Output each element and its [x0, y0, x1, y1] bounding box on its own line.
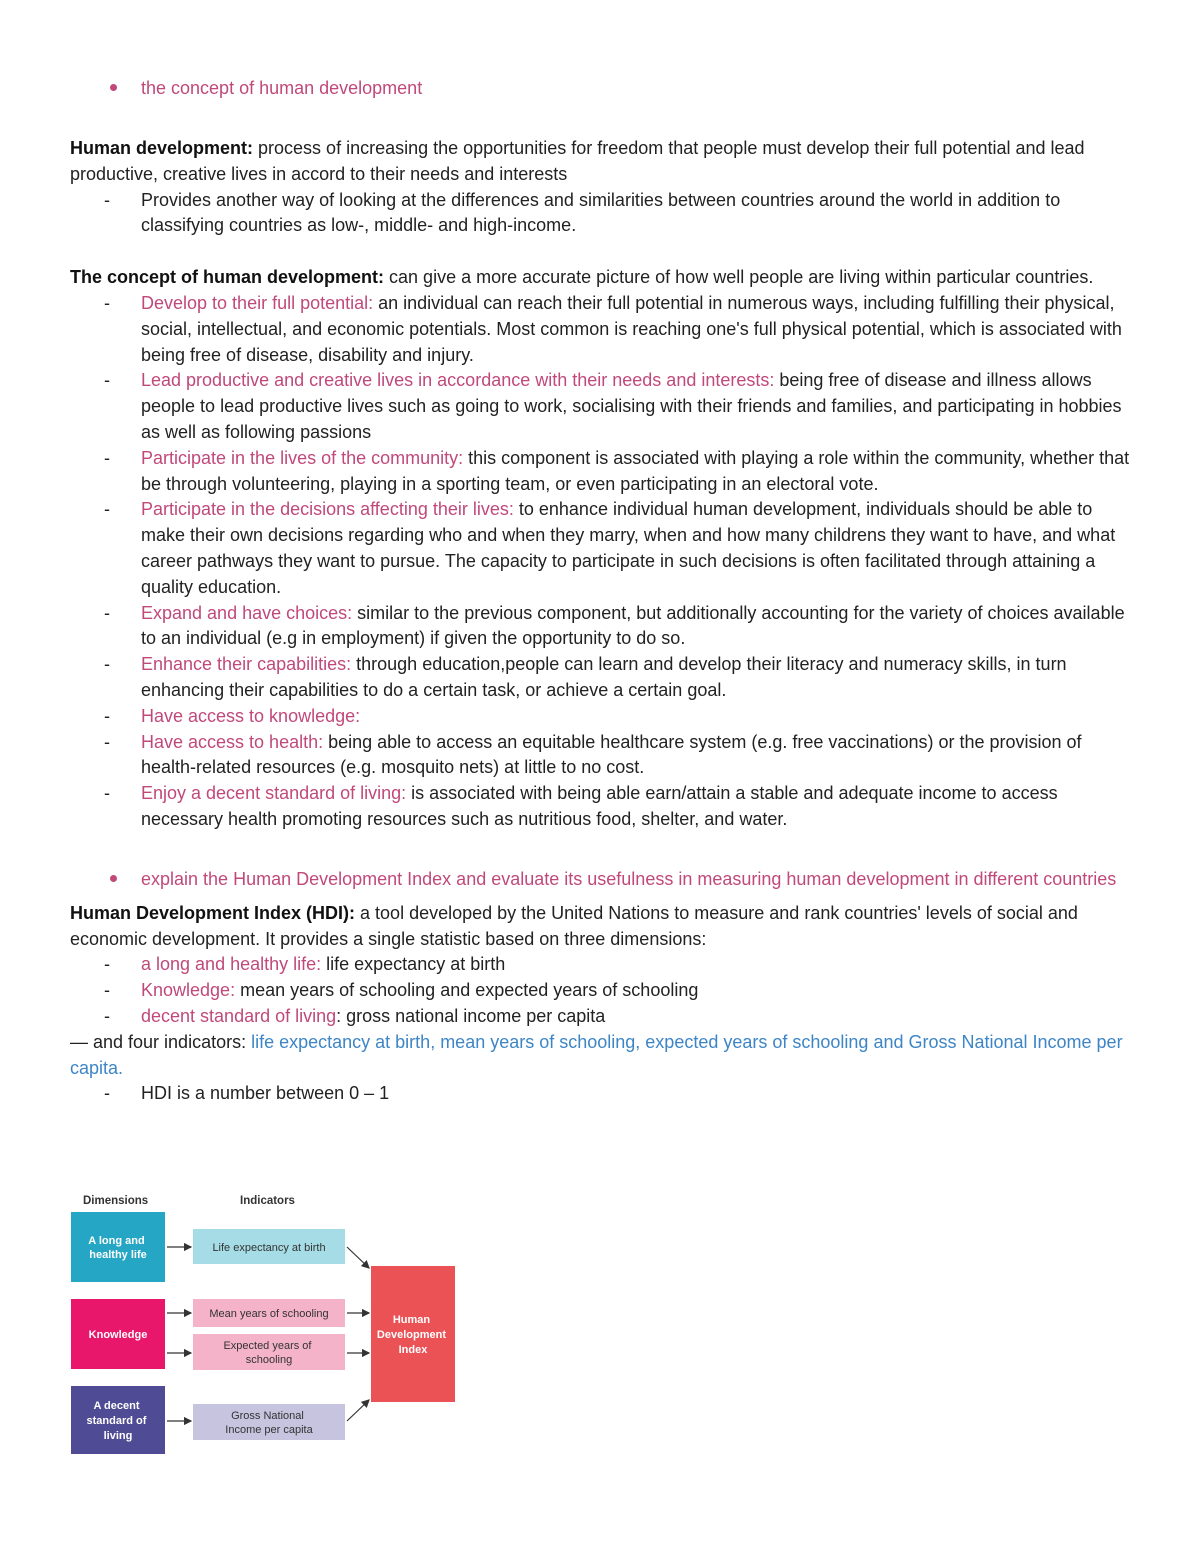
- dimension-label-living: A decent standard of living: [86, 1400, 147, 1442]
- term-concept: The concept of human development:: [70, 267, 385, 288]
- indicator-label-expected-schooling: Expected years of schooling: [223, 1340, 312, 1366]
- definition-text: process of increasing the opportunities for freedom that people must develop their full potential and lead productive, creative lives in accord to their needs and interests: [70, 138, 1085, 184]
- indicator-label-mean-schooling: Mean years of schooling: [209, 1308, 329, 1320]
- concept-definition: [70, 265, 1135, 291]
- arrow-life-expectancy-to-index: [347, 1247, 369, 1268]
- component-label: Have access to knowledge:: [141, 705, 361, 726]
- hdi-result-label: Human Development Index: [376, 1314, 447, 1356]
- list-item: - Enhance their capabilities: through education,people can learn and develop their literacy and numeracy skills, in turn enhancing their capabilities to do a certain task, or achieve a certain goal.: [104, 654, 1067, 700]
- section-bullet-hdi: [70, 865, 1135, 893]
- bullet-dot-icon: [110, 875, 117, 882]
- list-item: - Provides another way of looking at the differences and similarities between countries around the world in addition to classifying countries as low-, middle- and high-income.: [104, 189, 1061, 236]
- definition-text: can give a more accurate picture of how well people are living within particular countries.: [384, 267, 1094, 288]
- bullet-text: the concept of human development: [141, 78, 423, 98]
- bullet-text: explain the Human Development Index and evaluate its usefulness in measuring human development in different countries: [141, 868, 1117, 889]
- list-item: - Have access to knowledge:: [104, 705, 361, 726]
- component-label: Expand and have choices:: [141, 602, 353, 623]
- indicator-label-life-expectancy: Life expectancy at birth: [212, 1242, 326, 1254]
- dimension-label: Knowledge:: [141, 980, 236, 1001]
- term-hdi: Human Development Index (HDI):: [70, 902, 356, 923]
- arrow-gni-to-index: [347, 1400, 369, 1421]
- component-label: Have access to health:: [141, 731, 324, 752]
- list-item: - a long and healthy life: life expectancy at birth: [104, 954, 506, 975]
- component-label: Enhance their capabilities:: [141, 654, 352, 675]
- dimension-label: decent standard of living: [141, 1005, 337, 1026]
- list-item: - Participate in the decisions affecting their lives: to enhance individual human development, individuals should be able to make their own decisions regarding who and when they marry, when and how many childrens they want to have, and what career pathways they want to pursue. The capacity to participate in such decisions is often facilitated through attaining a quality education.: [104, 499, 1116, 597]
- list-item: - Expand and have choices: similar to the previous component, but additionally accounting for the variety of choices available to an individual (e.g in employment) if given the opportunity to do so.: [104, 602, 1125, 649]
- term-human-development: Human development:: [70, 138, 254, 158]
- hdi-diagram: [70, 1188, 460, 1458]
- human-development-definition: [70, 136, 1135, 188]
- document-page: [70, 74, 1135, 1107]
- component-label: Lead productive and creative lives in accordance with their needs and interests:: [141, 370, 775, 391]
- dimension-label-knowledge: Knowledge: [88, 1329, 148, 1341]
- hdi-indicators: — and four indicators: life expectancy at birth, mean years of schooling, expected years of schooling and Gross National Income per capita.: [70, 1031, 1123, 1078]
- section-bullet-concept: [70, 74, 1135, 102]
- hdi-dimensions-list: [70, 952, 1135, 1029]
- concept-components-list: [70, 291, 1135, 833]
- dimension-label-health: A long and healthy life: [88, 1235, 147, 1261]
- list-item: - Enjoy a decent standard of living: is associated with being able earn/attain a stable and adequate income to access necessary health promoting resources such as nutritious food, shelter, and water.: [104, 783, 1058, 829]
- hdi-range-note: HDI is a number between 0 – 1: [141, 1083, 390, 1104]
- human-development-points: [70, 188, 1135, 240]
- indicators-header: Indicators: [240, 1195, 295, 1207]
- component-label: Enjoy a decent standard of living:: [141, 783, 407, 804]
- definition-text: a tool developed by the United Nations to measure and rank countries' levels of social and economic development. It provides a single statistic based on three dimensions:: [70, 902, 1078, 949]
- bullet-dot-icon: [110, 84, 117, 91]
- dimension-label: a long and healthy life:: [141, 954, 322, 975]
- list-item: - HDI is a number between 0 – 1: [104, 1083, 390, 1104]
- hdi-range-list: [70, 1081, 1135, 1107]
- list-item: - Participate in the lives of the community: this component is associated with playing a role within the community, whether that be through volunteering, playing in a sporting team, or even participating in an electoral vote.: [104, 447, 1130, 494]
- list-item: - decent standard of living: gross national income per capita: [104, 1005, 606, 1026]
- hdi-definition: [70, 901, 1135, 953]
- list-item: - Develop to their full potential: an individual can reach their full potential in numerous ways, including fulfilling their physical, social, intellectual, and economic potentials. Most common is reaching one's full physical potential, which is associated with being free of disease, disability and injury.: [104, 292, 1122, 365]
- indicators-text: life expectancy at birth, mean years of schooling, expected years of schooling and Gross National Income per capita.: [70, 1031, 1123, 1078]
- component-label: Participate in the lives of the community:: [141, 447, 464, 468]
- list-item: - Knowledge: mean years of schooling and expected years of schooling: [104, 980, 699, 1001]
- component-label: Develop to their full potential:: [141, 292, 374, 313]
- indicator-label-gni: Gross National Income per capita: [225, 1410, 313, 1436]
- component-label: Participate in the decisions affecting their lives:: [141, 499, 514, 520]
- list-item: - Lead productive and creative lives in accordance with their needs and interests: being free of disease and illness allows people to lead productive lives such as going to work, socialising with their friends and families, and participating in hobbies as well as following passions: [104, 370, 1122, 442]
- list-item: - Have access to health: being able to access an equitable healthcare system (e.g. free vaccinations) or the provision of health-related resources (e.g. mosquito nets) at little to no cost.: [104, 731, 1082, 778]
- dimension-box-health: [71, 1212, 165, 1282]
- dimensions-header: Dimensions: [83, 1195, 149, 1207]
